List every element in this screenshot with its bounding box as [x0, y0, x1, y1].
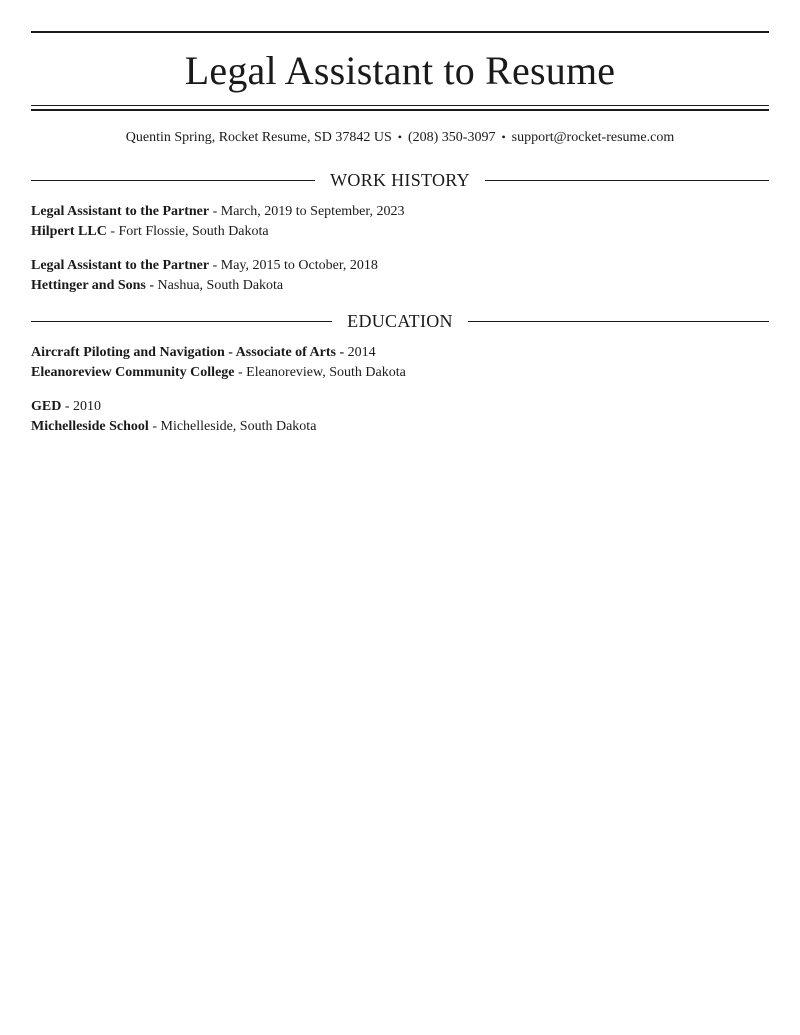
education-year: 2014: [344, 345, 376, 360]
education-entry: [31, 397, 769, 437]
education-entry: [31, 343, 769, 383]
work-entry: [31, 256, 769, 296]
education-location: - Eleanoreview, South Dakota: [234, 365, 406, 380]
section-rule-right: [485, 180, 769, 181]
education-entry-degree-line: [31, 343, 769, 363]
education-year: - 2010: [61, 399, 102, 414]
education-school: Michelleside School: [31, 419, 149, 434]
work-entry-title-line: [31, 256, 769, 276]
work-entry: [31, 202, 769, 242]
work-dates: - May, 2015 to October, 2018: [209, 258, 378, 273]
work-employer: Hettinger and Sons -: [31, 278, 155, 293]
section-rule-left: [31, 321, 332, 322]
education-entry-degree-line: [31, 397, 769, 417]
section-rule-left: [31, 180, 315, 181]
work-entry-employer-line: [31, 276, 769, 296]
education-degree: Aircraft Piloting and Navigation - Associate of Arts -: [31, 345, 345, 360]
work-location: Nashua, South Dakota: [154, 278, 284, 293]
contact-line: [31, 128, 769, 147]
work-entry-employer-line: [31, 222, 769, 242]
work-dates: - March, 2019 to September, 2023: [209, 204, 405, 219]
education-heading: EDUCATION: [347, 311, 453, 331]
resume-title: Legal Assistant to Resume: [184, 48, 616, 93]
section-rule-right: [468, 321, 769, 322]
title-double-rule: [31, 105, 769, 111]
contact-phone: (208) 350-3097: [407, 130, 496, 145]
work-history-heading: WORK HISTORY: [330, 170, 470, 190]
resume-page: [31, 31, 769, 437]
work-location: - Fort Flossie, South Dakota: [106, 224, 269, 239]
education-entry-school-line: [31, 417, 769, 437]
education-location: - Michelleside, South Dakota: [148, 419, 317, 434]
contact-address: Quentin Spring, Rocket Resume, SD 37842 US: [125, 130, 392, 145]
education-degree: GED: [31, 399, 62, 414]
education-entry-school-line: [31, 363, 769, 383]
work-position: Legal Assistant to the Partner: [31, 258, 210, 273]
top-rule: [31, 31, 769, 33]
education-school: Eleanoreview Community College: [31, 365, 235, 380]
contact-separator: •: [397, 130, 402, 144]
contact-email: support@rocket-resume.com: [511, 130, 675, 145]
work-history-header: [31, 168, 769, 192]
contact-separator: •: [501, 130, 506, 144]
work-employer: Hilpert LLC: [31, 224, 107, 239]
work-entry-title-line: [31, 202, 769, 222]
education-header: [31, 309, 769, 333]
work-position: Legal Assistant to the Partner: [31, 204, 210, 219]
